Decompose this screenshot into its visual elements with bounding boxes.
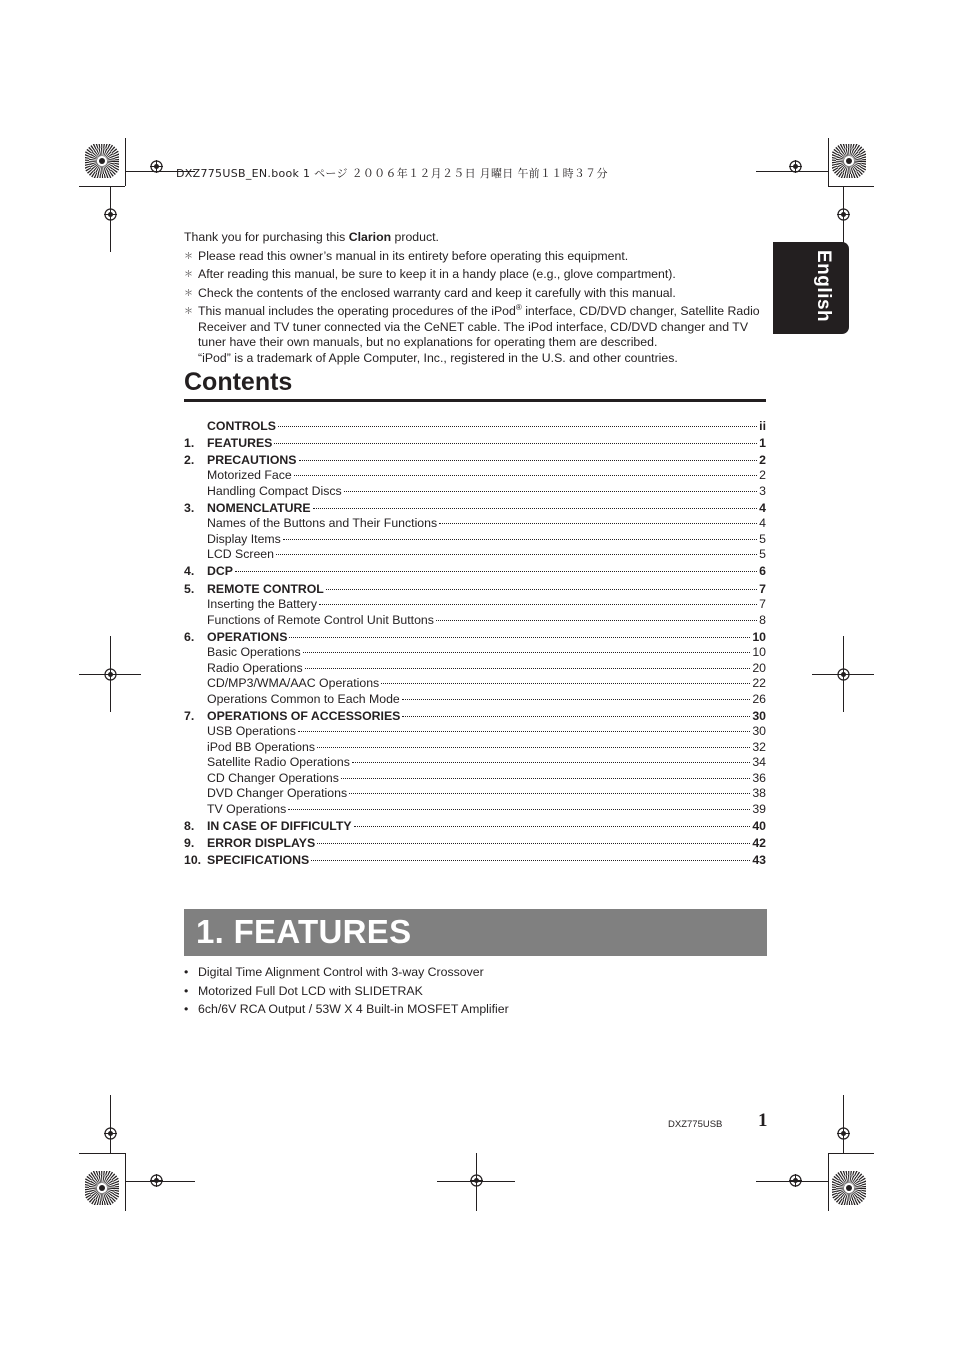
crop-mark [843, 1095, 844, 1153]
feature-text: Motorized Full Dot LCD with SLIDETRAK [198, 983, 423, 998]
toc-entry-title: ERROR DISPLAYS [207, 835, 316, 850]
toc-leader-dots [402, 699, 751, 700]
toc-entry-page: 10 [752, 629, 766, 644]
toc-entry-title: Handling Compact Discs [207, 483, 342, 498]
toc-entry [184, 755, 766, 771]
toc-entry-number: 4. [184, 564, 195, 579]
toc-entry [184, 547, 766, 563]
toc-entry [184, 645, 766, 661]
language-tab-label: English [813, 250, 834, 323]
thanks-line [184, 230, 769, 246]
registration-target-icon [470, 1174, 483, 1187]
toc-entry-title: Motorized Face [207, 468, 292, 483]
toc-entry [184, 630, 766, 646]
toc-entry-page: 8 [759, 612, 766, 627]
toc-entry-title: NOMENCLATURE [207, 500, 311, 515]
features-heading: 1. FEATURES [196, 913, 412, 950]
toc-entry-page: ii [759, 418, 766, 433]
brand-name: Clarion [348, 230, 392, 244]
registration-target-icon [150, 1174, 163, 1187]
toc-entry-title: DCP [207, 564, 233, 579]
features-list [184, 965, 509, 1021]
toc-entry-page: 36 [752, 770, 766, 785]
toc-entry-title: CD/MP3/WMA/AAC Operations [207, 676, 380, 691]
crop-mark [110, 1095, 111, 1153]
toc-leader-dots [354, 826, 751, 827]
toc-entry [184, 786, 766, 802]
toc-leader-dots [288, 809, 750, 810]
registration-target-icon [104, 208, 117, 221]
starburst-target-icon [85, 1171, 119, 1205]
toc-entry [184, 853, 766, 869]
note-item [184, 249, 769, 265]
toc-entry [184, 436, 766, 452]
registration-target-icon [104, 668, 117, 681]
toc-entry-number: 9. [184, 835, 195, 850]
toc-entry-page: 6 [759, 564, 766, 579]
trademark-note: “iPod” is a trademark of Apple Computer, Inc., registered in the U.S. and other countries. [198, 350, 678, 365]
toc-entry [184, 597, 766, 613]
toc-entry-page: 20 [752, 660, 766, 675]
toc-leader-dots [341, 778, 750, 779]
toc-leader-dots [326, 589, 757, 590]
crop-mark [79, 186, 125, 187]
toc-leader-dots [278, 426, 757, 427]
toc-entry-title: Functions of Remote Control Unit Buttons [207, 612, 434, 627]
toc-entry-page: 30 [752, 708, 766, 723]
page-number: 1 [758, 1110, 768, 1131]
crop-mark [125, 1153, 126, 1211]
toc-entry-title: REMOTE CONTROL [207, 581, 324, 596]
crop-mark [828, 138, 829, 186]
toc-entry [184, 724, 766, 740]
note-item [184, 267, 769, 283]
toc-leader-dots [305, 668, 751, 669]
print-job-header: DXZ775USB_EN.book 1 ページ ２００６年１２月２５日 月曜日 午前１１時３７分 [176, 167, 608, 180]
toc-entry-number: 3. [184, 500, 195, 515]
features-heading-band [184, 909, 767, 956]
feature-text: Digital Time Alignment Control with 3-way Crossover [198, 965, 484, 979]
toc-entry [184, 836, 766, 852]
toc-entry [184, 676, 766, 692]
toc-leader-dots [352, 762, 750, 763]
registration-target-icon [104, 1127, 117, 1140]
toc-entry-page: 39 [752, 801, 766, 816]
toc-entry-number: 10. [184, 853, 202, 868]
toc-leader-dots [274, 443, 757, 444]
note-text: After reading this manual, be sure to keep it in a handy place (e.g., glove compartment). [198, 267, 676, 281]
contents-heading: Contents [184, 368, 766, 402]
toc-entry [184, 819, 766, 835]
toc-entry-title: Display Items [207, 531, 281, 546]
toc-entry [184, 564, 766, 580]
note-mark-icon: ＊ [184, 250, 194, 261]
ipod-note-text: This manual includes the operating procedures of the iPod [198, 304, 516, 318]
feature-item [184, 1002, 509, 1021]
note-mark-icon: ＊ [184, 287, 194, 298]
toc-entry-number: 7. [184, 708, 195, 723]
toc-entry-page: 2 [759, 452, 766, 467]
toc-leader-dots [298, 731, 750, 732]
toc-entry-number: 5. [184, 581, 195, 596]
toc-entry-page: 22 [752, 676, 766, 691]
ipod-note-text-continued: interface, CD/DVD changer, Satellite Radio Receiver and TV tuner connected via the CeNET cable. The iPod interface, CD/DVD changer and TV tuner have their own manuals, but no explanations for operating them are described. [198, 304, 760, 349]
note-mark-icon: ＊ [184, 306, 194, 316]
notes-list [184, 249, 769, 367]
toc-entry-number: 1. [184, 435, 195, 450]
toc-entry-page: 1 [759, 435, 766, 450]
toc-entry-page: 4 [759, 516, 766, 531]
feature-item [184, 965, 509, 984]
toc-leader-dots [294, 475, 757, 476]
toc-entry [184, 484, 766, 500]
toc-entry-title: Basic Operations [207, 645, 301, 660]
toc-entry-title: Operations Common to Each Mode [207, 691, 400, 706]
toc-entry-page: 30 [752, 724, 766, 739]
toc-entry-title: OPERATIONS OF ACCESSORIES [207, 708, 401, 723]
toc-entry-page: 34 [752, 755, 766, 770]
toc-leader-dots [344, 491, 758, 492]
toc-entry-title: TV Operations [207, 801, 287, 816]
toc-entry [184, 516, 766, 532]
toc-leader-dots [349, 793, 750, 794]
crop-mark [828, 1153, 874, 1154]
toc-leader-dots [299, 460, 758, 461]
toc-entry-page: 3 [759, 483, 766, 498]
toc-entry-page: 26 [752, 691, 766, 706]
toc-entry-page: 2 [759, 468, 766, 483]
toc-leader-dots [289, 637, 750, 638]
toc-entry-title: CONTROLS [207, 418, 276, 433]
crop-mark [828, 1153, 829, 1211]
toc-entry-number: 2. [184, 452, 195, 467]
starburst-target-icon [832, 1171, 866, 1205]
toc-entry [184, 709, 766, 725]
toc-leader-dots [439, 523, 757, 524]
toc-entry-page: 10 [752, 645, 766, 660]
toc-entry-title: Radio Operations [207, 660, 303, 675]
toc-leader-dots [319, 604, 757, 605]
toc-entry-page: 7 [759, 581, 766, 596]
toc-entry [184, 532, 766, 548]
note-item [184, 304, 769, 366]
toc-entry-title: Inserting the Battery [207, 597, 318, 612]
toc-leader-dots [276, 554, 757, 555]
registration-target-icon [789, 1174, 802, 1187]
toc-entry-title: Satellite Radio Operations [207, 755, 350, 770]
language-tab [773, 242, 849, 334]
crop-mark [125, 138, 126, 186]
toc-entry-title: LCD Screen [207, 547, 274, 562]
toc-entry [184, 771, 766, 787]
toc-entry [184, 802, 766, 818]
toc-entry [184, 582, 766, 598]
registration-target-icon [789, 160, 802, 173]
registration-target-icon [837, 668, 850, 681]
toc-entry [184, 419, 766, 435]
registered-mark: ® [515, 302, 522, 312]
thanks-suffix: product. [391, 230, 439, 244]
toc-leader-dots [317, 747, 750, 748]
bullet-icon: • [184, 965, 189, 979]
toc-entry [184, 692, 766, 708]
toc-entry-title: CD Changer Operations [207, 770, 339, 785]
registration-target-icon [837, 1127, 850, 1140]
toc-entry-title: Names of the Buttons and Their Functions [207, 516, 438, 531]
toc-leader-dots [283, 539, 757, 540]
toc-entry-title: iPod BB Operations [207, 739, 316, 754]
toc-entry-page: 5 [759, 531, 766, 546]
toc-leader-dots [381, 683, 750, 684]
crop-mark [79, 1153, 125, 1154]
toc-leader-dots [313, 508, 758, 509]
toc-entry-page: 42 [752, 835, 766, 850]
toc-entry [184, 740, 766, 756]
toc-entry-title: SPECIFICATIONS [207, 853, 310, 868]
toc-entry-title: PRECAUTIONS [207, 452, 297, 467]
intro-notes [184, 230, 769, 369]
toc-entry-number: 8. [184, 818, 195, 833]
toc-entry-number: 6. [184, 629, 195, 644]
toc-leader-dots [436, 620, 757, 621]
note-text: Please read this owner’s manual in its entirety before operating this equipment. [198, 248, 629, 263]
bullet-icon: • [184, 1002, 189, 1017]
toc-entry-title: FEATURES [207, 435, 273, 450]
toc-entry [184, 501, 766, 517]
toc-entry-page: 7 [759, 597, 766, 612]
toc-entry [184, 661, 766, 677]
table-of-contents [184, 417, 766, 869]
note-item [184, 286, 769, 302]
toc-entry-title: USB Operations [207, 724, 296, 739]
toc-entry-title: IN CASE OF DIFFICULTY [207, 818, 352, 833]
toc-leader-dots [235, 571, 757, 572]
toc-entry-page: 5 [759, 547, 766, 562]
toc-entry-page: 4 [759, 500, 766, 515]
toc-entry-page: 32 [752, 739, 766, 754]
toc-entry [184, 613, 766, 629]
toc-entry [184, 468, 766, 484]
starburst-target-icon [85, 144, 119, 178]
toc-entry [184, 453, 766, 469]
note-text: Check the contents of the enclosed warranty card and keep it carefully with this manual. [198, 285, 676, 300]
note-mark-icon: ＊ [184, 269, 194, 279]
toc-entry-page: 43 [752, 853, 766, 868]
toc-entry-page: 40 [752, 818, 766, 833]
feature-text: 6ch/6V RCA Output / 53W X 4 Built-in MOSFET Amplifier [198, 1002, 509, 1017]
crop-mark [828, 186, 874, 187]
registration-target-icon [837, 208, 850, 221]
toc-leader-dots [402, 716, 750, 717]
toc-leader-dots [311, 860, 750, 861]
toc-entry-page: 38 [752, 786, 766, 801]
toc-entry-title: DVD Changer Operations [207, 786, 348, 801]
bullet-icon: • [184, 983, 189, 998]
toc-leader-dots [317, 843, 750, 844]
toc-leader-dots [303, 652, 751, 653]
registration-target-icon [150, 160, 163, 173]
toc-entry-title: OPERATIONS [207, 629, 288, 644]
feature-item [184, 984, 509, 1003]
footer-model-name: DXZ775USB [668, 1119, 723, 1130]
thanks-prefix: Thank you for purchasing this [184, 230, 349, 244]
starburst-target-icon [832, 144, 866, 178]
